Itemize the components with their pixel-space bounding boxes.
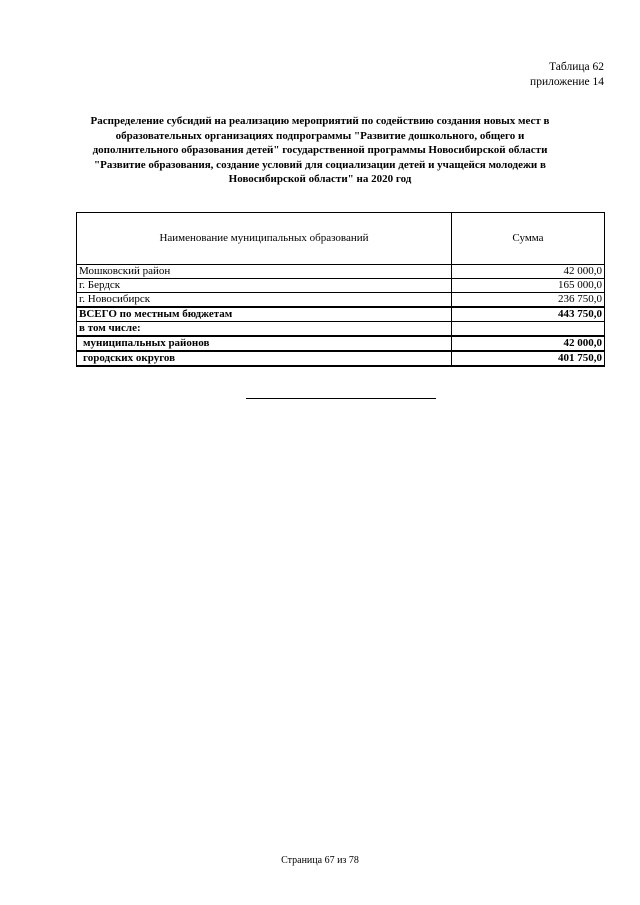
row-sum: 401 750,0 <box>452 351 605 366</box>
column-header-sum: Сумма <box>452 213 605 265</box>
subsidy-table <box>76 212 605 367</box>
row-name: ВСЕГО по местным бюджетам <box>77 307 452 322</box>
row-sum: 236 750,0 <box>452 293 605 308</box>
title-line: "Развитие образования, создание условий для социализации детей и учащейся молодежи в <box>94 158 546 171</box>
row-name: муниципальных районов <box>77 336 452 351</box>
table-row <box>77 279 605 293</box>
table-row <box>77 265 605 279</box>
table-row <box>77 351 605 366</box>
document-title <box>60 114 580 187</box>
row-sum: 165 000,0 <box>452 279 605 293</box>
table-header-row <box>77 213 605 265</box>
row-name: в том числе: <box>77 322 452 337</box>
title-line: дополнительного образования детей" государственной программы Новосибирской области <box>92 144 548 157</box>
row-name: г. Новосибирск <box>77 293 452 308</box>
title-line: образовательных организациях подпрограммы "Развитие дошкольного, общего и <box>115 129 525 142</box>
row-name: г. Бердск <box>77 279 452 293</box>
title-line: Новосибирской области" на 2020 год <box>228 173 412 186</box>
page-number-footer: Страница 67 из 78 <box>281 855 359 866</box>
row-name: Мошковский район <box>77 265 452 279</box>
table-row <box>77 293 605 308</box>
table-row <box>77 336 605 351</box>
row-sum: 42 000,0 <box>452 265 605 279</box>
table-number-label: Таблица 62 <box>549 61 604 73</box>
row-name: городских округов <box>77 351 452 366</box>
title-line: Распределение субсидий на реализацию мероприятий по содействию создания новых мест в <box>90 115 550 127</box>
separator-line <box>246 398 436 399</box>
row-sum: 443 750,0 <box>452 307 605 322</box>
column-header-name: Наименование муниципальных образований <box>77 213 452 265</box>
row-sum <box>452 322 605 337</box>
table-row-subheader <box>77 322 605 337</box>
appendix-label: приложение 14 <box>530 76 604 88</box>
row-sum: 42 000,0 <box>452 336 605 351</box>
table-row-total <box>77 307 605 322</box>
